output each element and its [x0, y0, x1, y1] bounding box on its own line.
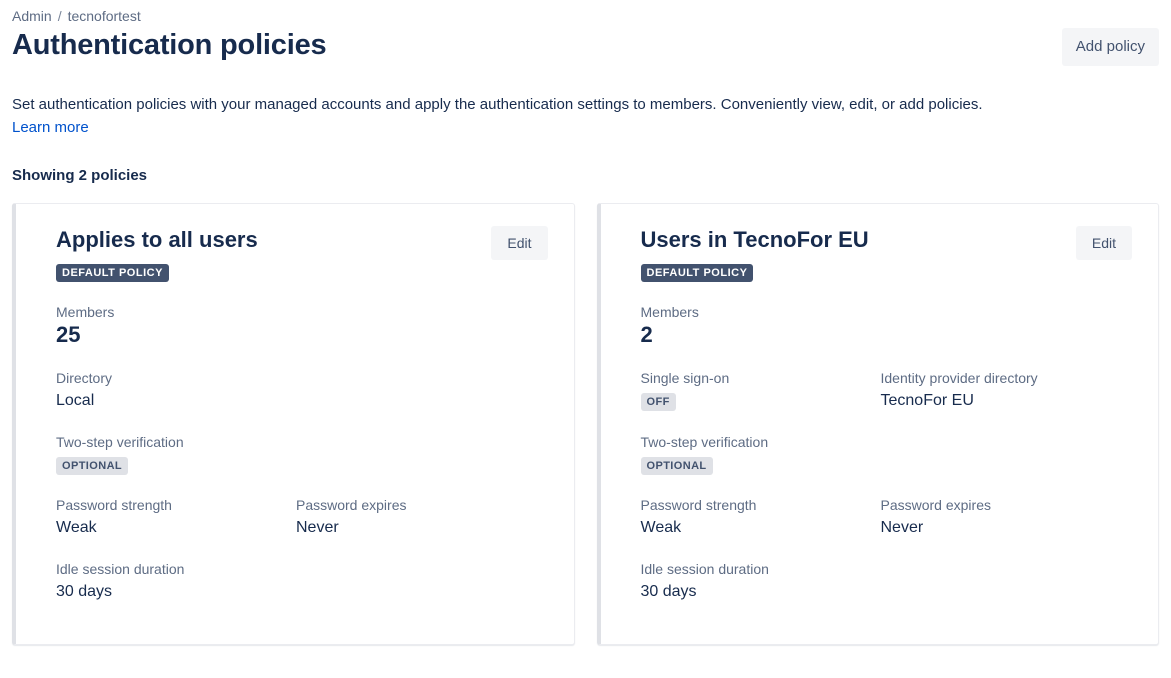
breadcrumb: [12, 0, 1159, 22]
breadcrumb-separator: /: [57, 7, 62, 24]
page-title: Authentication policies: [12, 29, 327, 61]
password-strength-value: Weak: [56, 519, 97, 536]
idle-session-duration-value: 30 days: [640, 583, 697, 600]
password-strength-field: [641, 496, 881, 539]
idle-session-duration-field: [641, 560, 1133, 603]
policy-card-header: [56, 226, 548, 282]
page-description-text: Set authentication policies with your managed accounts and apply the authentication settings to members. Conveniently view, edit, or add policies.: [12, 96, 983, 113]
idle-session-duration-value: 30 days: [56, 583, 113, 600]
add-policy-button[interactable]: Add policy: [1062, 28, 1159, 66]
password-strength-label: Password strength: [56, 497, 172, 513]
idle-session-duration-label: Idle session duration: [56, 561, 185, 577]
password-strength-field: [56, 496, 296, 539]
two-step-verification-label: Two-step verification: [640, 434, 769, 450]
directory-field: [56, 369, 296, 412]
password-expires-label: Password expires: [880, 497, 991, 513]
password-expires-value: Never: [880, 519, 924, 536]
identity-provider-value: TecnoFor EU: [880, 392, 974, 409]
policy-title: Applies to all users: [56, 227, 258, 252]
password-row: [641, 496, 1133, 539]
page-description: [12, 94, 1159, 116]
directory-label: Directory: [56, 370, 113, 386]
identity-provider-field: [881, 369, 1121, 412]
sso-row: [641, 369, 1133, 412]
learn-more-link[interactable]: Learn more: [12, 119, 89, 136]
breadcrumb-admin-link[interactable]: Admin: [12, 7, 52, 24]
edit-policy-button[interactable]: Edit: [1076, 226, 1132, 260]
members-value: 2: [640, 322, 653, 347]
password-expires-field: [296, 496, 536, 539]
policy-card-header: [641, 226, 1133, 282]
policy-card[interactable]: [597, 203, 1160, 645]
directory-row: [56, 369, 548, 412]
password-strength-label: Password strength: [640, 497, 757, 513]
directory-value: Local: [56, 392, 95, 409]
single-sign-on-value: OFF: [641, 393, 676, 411]
idle-session-duration-field: [56, 560, 548, 603]
members-label: Members: [56, 304, 115, 320]
idle-session-duration-label: Idle session duration: [640, 561, 769, 577]
policy-title: Users in TecnoFor EU: [640, 227, 869, 252]
single-sign-on-field: [641, 369, 881, 412]
password-row: [56, 496, 548, 539]
breadcrumb-current[interactable]: tecnofortest: [67, 7, 141, 24]
password-strength-value: Weak: [640, 519, 682, 536]
two-step-verification-label: Two-step verification: [56, 434, 184, 450]
password-expires-value: Never: [296, 519, 339, 536]
two-step-verification-value: OPTIONAL: [641, 457, 713, 475]
showing-policies-count: Showing 2 policies: [12, 167, 148, 184]
policy-card[interactable]: [12, 203, 575, 645]
password-expires-field: [881, 496, 1121, 539]
two-step-verification-value: OPTIONAL: [56, 457, 128, 475]
members-value: 25: [56, 322, 81, 347]
single-sign-on-label: Single sign-on: [640, 370, 730, 386]
policy-default-badge: DEFAULT POLICY: [56, 264, 169, 282]
page-title-row: [12, 28, 1159, 66]
policy-default-badge: DEFAULT POLICY: [641, 264, 754, 282]
members-field: [641, 303, 1133, 348]
members-label: Members: [640, 304, 699, 320]
edit-policy-button[interactable]: Edit: [491, 226, 547, 260]
password-expires-label: Password expires: [296, 497, 407, 513]
policy-card-list: [12, 203, 1159, 645]
two-step-verification-field: [56, 433, 548, 475]
two-step-verification-field: [641, 433, 1133, 475]
members-field: [56, 303, 548, 348]
identity-provider-label: Identity provider directory: [880, 370, 1038, 386]
